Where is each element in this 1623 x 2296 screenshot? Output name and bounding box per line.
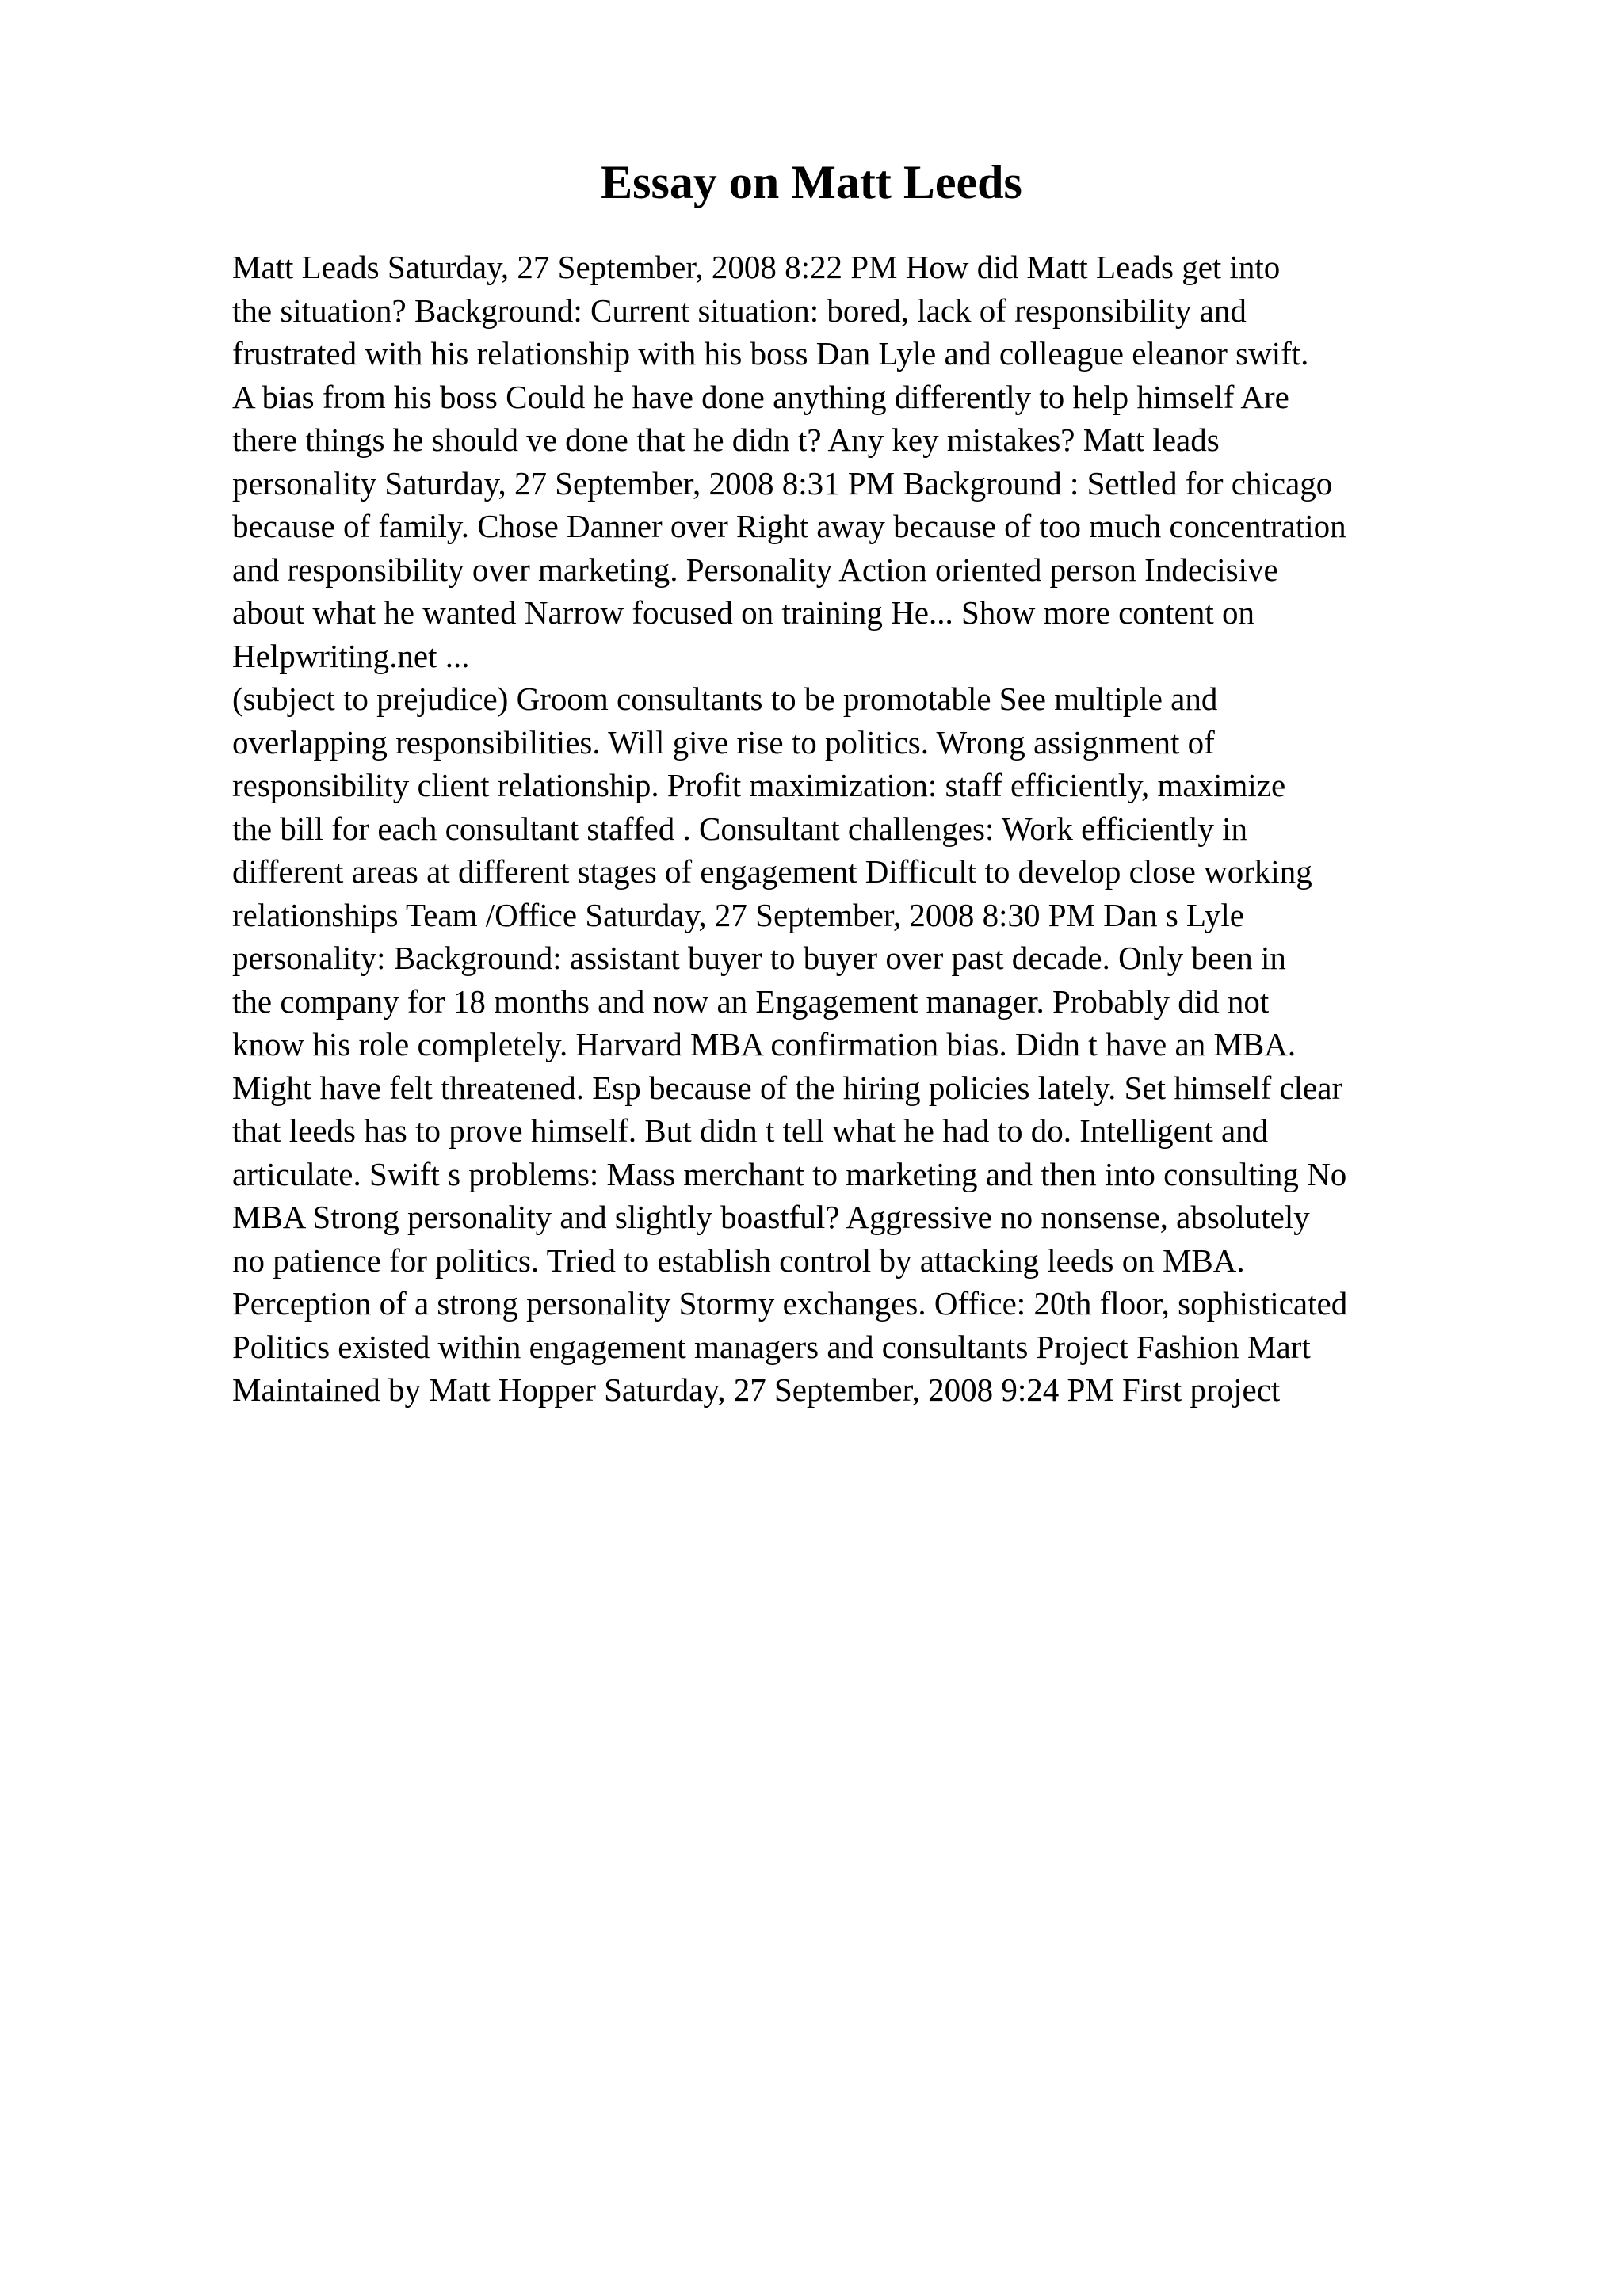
text-line: Might have felt threatened. Esp because of the hiring policies lately. Set himself clear xyxy=(232,1069,1343,1106)
text-line: articulate. Swift s problems: Mass merchant to marketing and then into consulting No xyxy=(232,1155,1347,1192)
text-line: Matt Leads Saturday, 27 September, 2008 8:22 PM How did Matt Leads get into xyxy=(232,249,1281,285)
text-line: because of family. Chose Danner over Right away because of too much concentration xyxy=(232,508,1346,544)
text-line: the bill for each consultant staffed . Consultant challenges: Work efficiently in xyxy=(232,810,1248,847)
text-line: no patience for politics. Tried to establish control by attacking leeds on MBA. xyxy=(232,1241,1245,1279)
text-line: the situation? Background: Current situation: bored, lack of responsibility and xyxy=(232,292,1247,329)
text-line: (subject to prejudice) Groom consultants to be promotable See multiple and xyxy=(232,681,1218,717)
text-line: overlapping responsibilities. Will give rise to politics. Wrong assignment of xyxy=(232,723,1215,761)
text-line: personality: Background: assistant buyer to buyer over past decade. Only been in xyxy=(232,940,1286,976)
text-line: A bias from his boss Could he have done anything differently to help himself Are xyxy=(232,378,1289,415)
text-line: personality Saturday, 27 September, 2008 8:31 PM Background : Settled for chicago xyxy=(232,464,1333,502)
essay-body xyxy=(232,246,1516,1412)
text-line: about what he wanted Narrow focused on training He... Show more content on xyxy=(232,594,1255,631)
text-line: Politics existed within engagement managers and consultants Project Fashion Mart xyxy=(232,1328,1311,1365)
text-line: relationships Team /Office Saturday, 27 September, 2008 8:30 PM Dan s Lyle xyxy=(232,896,1244,933)
text-line: Helpwriting.net ... xyxy=(232,637,470,674)
text-line: frustrated with his relationship with his boss Dan Lyle and colleague eleanor swift. xyxy=(232,335,1309,372)
text-line: MBA Strong personality and slightly boastful? Aggressive no nonsense, absolutely xyxy=(232,1199,1310,1235)
text-line: different areas at different stages of engagement Difficult to develop close working xyxy=(232,853,1312,890)
text-line: the company for 18 months and now an Engagement manager. Probably did not xyxy=(232,982,1270,1020)
text-line: there things he should ve done that he didn t? Any key mistakes? Matt leads xyxy=(232,421,1220,458)
page-title: Essay on Matt Leeds xyxy=(601,156,1022,208)
text-line: know his role completely. Harvard MBA confirmation bias. Didn t have an MBA. xyxy=(232,1026,1296,1062)
text-line: and responsibility over marketing. Personality Action oriented person Indecisive xyxy=(232,551,1278,588)
text-line: that leeds has to prove himself. But didn t tell what he had to do. Intelligent and xyxy=(232,1112,1269,1149)
text-line: responsibility client relationship. Profit maximization: staff efficiently, maximize xyxy=(232,767,1286,803)
text-line: Maintained by Matt Hopper Saturday, 27 September, 2008 9:24 PM First project xyxy=(232,1371,1281,1408)
text-line: Perception of a strong personality Stormy exchanges. Office: 20th floor, sophisticated xyxy=(232,1285,1348,1322)
